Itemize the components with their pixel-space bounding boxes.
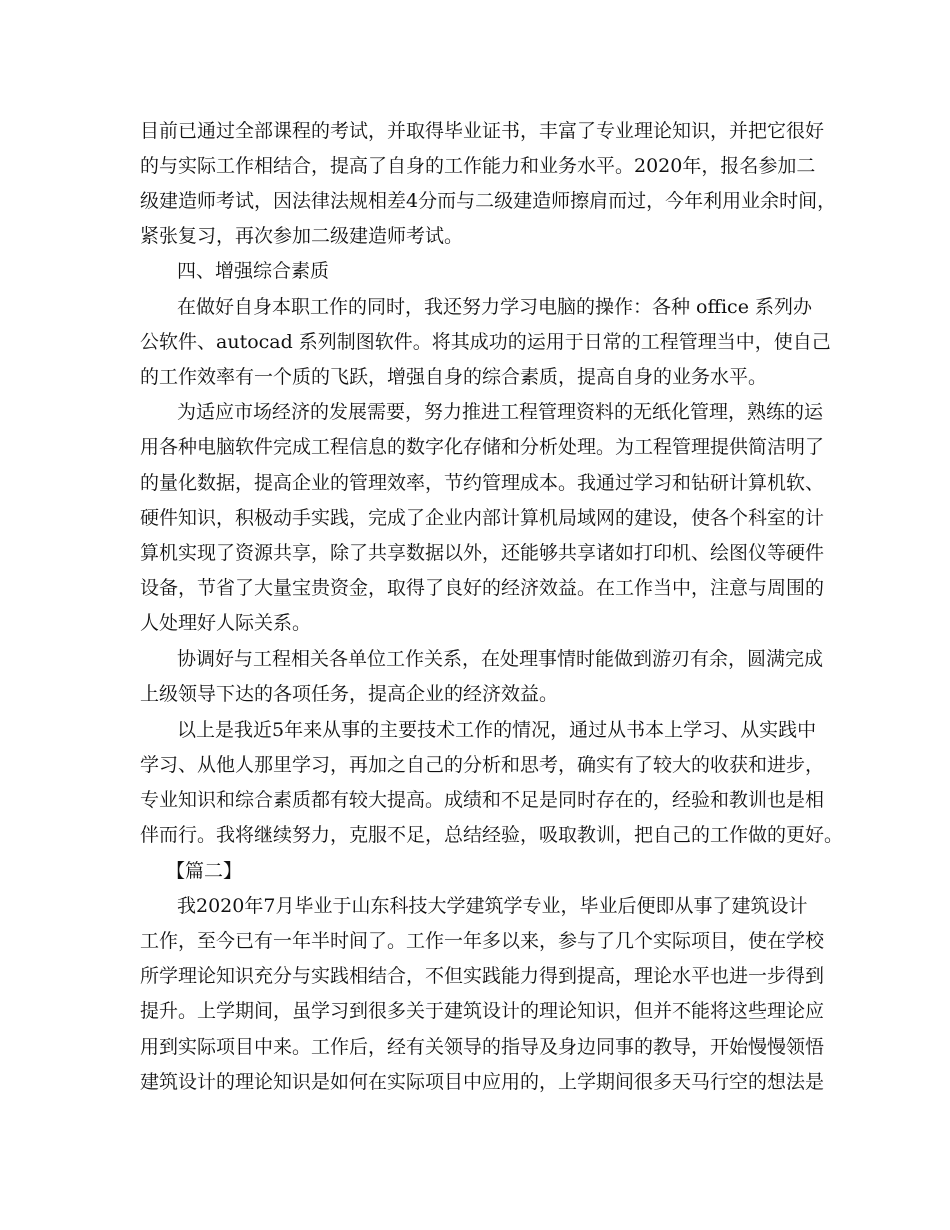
- text-line: 人处理好人际关系。: [140, 612, 312, 634]
- text-line: 硬件知识，积极动手实践，完成了企业内部计算机局域网的建设，使各个科室的计: [140, 507, 825, 529]
- text-line: 设备，节省了大量宝贵资金，取得了良好的经济效益。在工作当中，注意与周围的: [140, 577, 825, 599]
- text-line: 级建造师考试，因法律法规相差4分而与二级建造师擦肩而过，今年利用业余时间，: [140, 190, 837, 212]
- text-line: 紧张复习，再次参加二级建造师考试。: [140, 225, 464, 247]
- text-line: 专业知识和综合素质都有较大提高。成绩和不足是同时存在的，经验和教训也是相: [140, 789, 825, 811]
- text-line: 的工作效率有一个质的飞跃，增强自身的综合素质，提高自身的业务水平。: [140, 366, 768, 388]
- text-line: 所学理论知识充分与实践相结合，不但实践能力得到提高，理论水平也进一步得到: [140, 965, 825, 987]
- text-line: 伴而行。我将继续努力，克服不足，总结经验，吸取教训，把自己的工作做的更好。: [140, 824, 844, 846]
- text-line: 以上是我近5年来从事的主要技术工作的情况，通过从书本上学习、从实践中: [177, 719, 817, 741]
- text-line: 的与实际工作相结合，提高了自身的工作能力和业务水平。2020年，报名参加二: [140, 155, 816, 177]
- text-line: 的量化数据，提高企业的管理效率，节约管理成本。我通过学习和钻研计算机软、: [140, 472, 825, 494]
- text-line: 用到实际项目中来。工作后，经有关领导的指导及身边同事的教导，开始慢慢领悟: [140, 1036, 825, 1058]
- section-heading: 【篇二】: [166, 860, 243, 882]
- text-line: 学习、从他人那里学习，再加之自己的分析和思考，确实有了较大的收获和进步，: [140, 754, 825, 776]
- text-line: 我2020年7月毕业于山东科技大学建筑学专业，毕业后便即从事了建筑设计: [177, 895, 808, 917]
- text-line: 在做好自身本职工作的同时，我还努力学习电脑的操作：各种 office 系列办: [177, 296, 812, 318]
- text-line: 算机实现了资源共享，除了共享数据以外，还能够共享诸如打印机、绘图仪等硬件: [140, 542, 825, 564]
- text-line: 用各种电脑软件完成工程信息的数字化存储和分析处理。为工程管理提供简洁明了: [140, 436, 825, 458]
- text-line: 目前已通过全部课程的考试，并取得毕业证书，丰富了专业理论知识，并把它很好: [140, 120, 825, 142]
- text-line: 协调好与工程相关各单位工作关系，在处理事情时能做到游刃有余，圆满完成: [177, 648, 824, 670]
- text-line: 为适应市场经济的发展需要，努力推进工程管理资料的无纸化管理，熟练的运: [177, 401, 824, 423]
- text-line: 提升。上学期间，虽学习到很多关于建筑设计的理论知识，但并不能将这些理论应: [140, 1000, 825, 1022]
- text-line: 上级领导下达的各项任务，提高企业的经济效益。: [140, 683, 559, 705]
- section-heading: 四、增强综合素质: [177, 260, 330, 282]
- text-line: 建筑设计的理论知识是如何在实际项目中应用的，上学期间很多天马行空的想法是: [140, 1071, 825, 1093]
- text-line: 公软件、autocad 系列制图软件。将其成功的运用于日常的工程管理当中，使自己: [140, 331, 831, 353]
- text-line: 工作，至今已有一年半时间了。工作一年多以来，参与了几个实际项目，使在学校: [140, 930, 825, 952]
